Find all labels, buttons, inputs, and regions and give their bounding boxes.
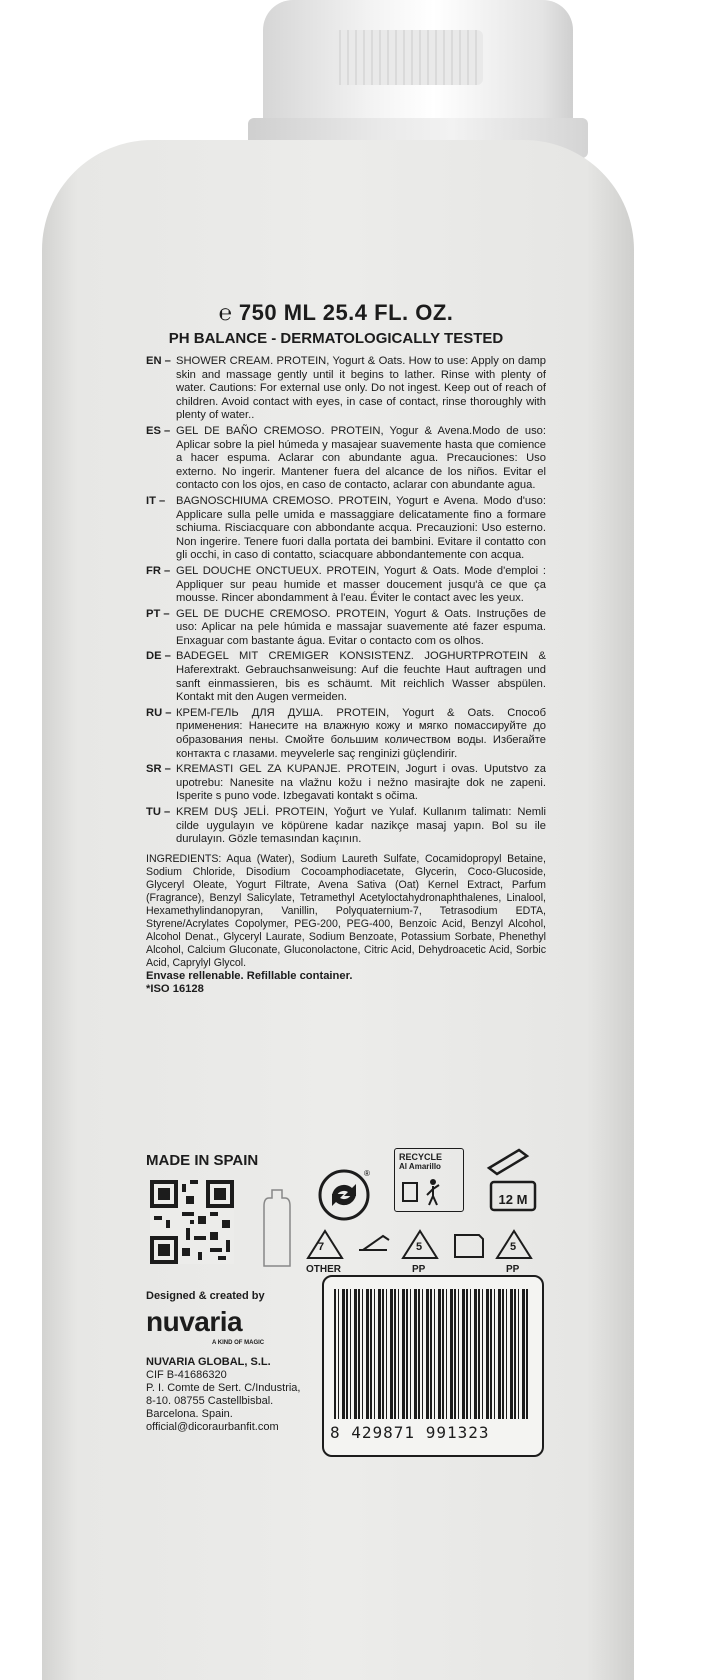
designed-by-text: Designed & created by: [146, 1290, 265, 1302]
lang-it: IT – BAGNOSCHIUMA CREMOSO. PROTEIN, Yogurt e Avena. Modo d'uso: Applicare sulla pelle umida e massaggiare delicatamente fino a formare schiuma. Risciacquare con abbondante acqua. Precauzioni: Uso esterno. Non ingerire. Tenere fuori dalla portata dei bambini. Evitare il contatto con gli occhi, in caso di contatto, sciacquare abbondantemente con acqua.: [146, 494, 546, 562]
product-label: [146, 300, 546, 997]
company-address-3: Barcelona. Spain.: [146, 1408, 233, 1420]
company-info: [146, 1356, 316, 1434]
green-dot-icon: [318, 1168, 372, 1222]
svg-text:®: ®: [364, 1169, 370, 1178]
label-sheet-icon: [452, 1232, 486, 1260]
recycle-code-num: 5: [510, 1241, 517, 1253]
lang-pt: PT – GEL DE DUCHE CREMOSO. PROTEIN, Yogurt & Oats. Instruções de uso: Aplicar na pele húmida e massajar suavemente até fazer espuma. Enxaguar com bastante água. Evitar o contacto com os olhos.: [146, 607, 546, 647]
lang-ru: RU – КРЕМ-ГЕЛЬ ДЛЯ ДУША. PROTEIN, Yogurt & Oats. Способ применения: Нанесите на влажную кожу и мягко помассируйте до образования пены. Смойте большим количеством воды. Избегайте контакта с глазами. meyvelerle saç renginizi güçlendirir.: [146, 706, 546, 760]
barcode: [322, 1275, 544, 1457]
trash-bin-icon: [399, 1177, 459, 1207]
lang-en: EN – SHOWER CREAM. PROTEIN, Yogurt & Oats. How to use: Apply on damp skin and massage gently until it begins to lather. Rinse with plenty of water. Cautions: For external use only. Do not ingest. Keep out of reach of children. Avoid contact with eyes, in case of contact, rinse thoroughly with plenty of water..: [146, 355, 546, 422]
lang-sr: SR – KREMASTI GEL ZA KUPANJE. PROTEIN, Jogurt i ovas. Uputstvo za upotrebu: Nanesite na vlažnu kožu i nežno masirajte dok ne zapeni. Isperite s puno vode. Izbegavati kontakt s očima.: [146, 763, 546, 803]
refill-text: Envase rellenable. Refillable container.: [146, 969, 353, 982]
recycle-code-num: 5: [416, 1241, 423, 1253]
company-email: official@dicoraurbanfit.com: [146, 1421, 279, 1433]
ph-balance-text: PH BALANCE - DERMATOLOGICALLY TESTED: [168, 330, 504, 347]
brand-tagline: A KIND OF MAGIC: [212, 1340, 265, 1346]
qr-code-icon: [150, 1180, 234, 1264]
lang-es: ES – GEL DE BAÑO CREMOSO. PROTEIN, Yogur & Avena.Modo de uso: Aplicar sobre la piel húmeda y masajear suavemente hasta que comience a hacer espuma. Aclarar con abundante agua. Precauciones: Uso externo. No ingerir. Mantener fuera del alcance de los niños. Evitar el contacto con los ojos, en caso de contacto, aclarar con abundante agua.: [146, 424, 546, 492]
made-in-text: MADE IN SPAIN: [146, 1152, 259, 1169]
recycle-box: [394, 1148, 464, 1212]
company-address-1: P. I. Comte de Sert. C/Industria,: [146, 1382, 301, 1394]
bottle-outline-icon: [262, 1188, 292, 1268]
recycle-triangle-icon: [305, 1228, 345, 1262]
multilingual-instructions: [146, 355, 546, 997]
recycle-code-label: PP: [506, 1264, 520, 1275]
lang-fr: FR – GEL DOUCHE ONCTUEUX. PROTEIN, Yogurt & Oats. Mode d'emploi : Appliquer sur peau humide et masser doucement jusqu'à ce que ça mousse. Rincer abondamment à l'eau. Éviter le contact avec les yeux.: [146, 564, 546, 605]
company-address-2: 8-10. 08755 Castellbisbal.: [146, 1395, 274, 1407]
barcode-digits: 8 429871 991323: [330, 1423, 490, 1442]
pao-label: 12 M: [498, 1192, 528, 1207]
brand-logo: nuvaria: [146, 1306, 243, 1337]
pump-dispenser-icon: [355, 1230, 393, 1256]
recycle-code-num: 7: [318, 1241, 325, 1253]
recycle-title: RECYCLE: [399, 1152, 443, 1162]
barcode-bars: [334, 1289, 530, 1419]
recycle-subtitle: Al Amarillo: [399, 1162, 441, 1171]
recycle-code-label: PP: [412, 1264, 426, 1275]
company-name: NUVARIA GLOBAL, S.L.: [146, 1356, 271, 1368]
iso-text: *ISO 16128: [146, 983, 204, 996]
volume-text: ℮ 750 ML 25.4 FL. OZ.: [218, 300, 454, 325]
cap-ridges: [333, 30, 483, 85]
ingredients-text: INGREDIENTS: Aqua (Water), Sodium Laureth Sulfate, Cocamidopropyl Betaine, Sodium Chloride, Disodium Cocoamphodiacetate, Glycerin, Coco-Glucoside, Glyceryl Oleate, Yogurt Filtrate, Avena Sativa (Oat) Kernel Extract, Parfum (Fragrance), Benzyl Salicylate, Tetramethyl Acetyloctahydronaphthalenes, Linalool, Hexamethylindanopyran, Vanillin, Polyquaternium-7, Tetrasodium EDTA, Styrene/Acrylates Copolymer, PEG-200, PEG-400, Benzoic Acid, Benzyl Alcohol, Alcohol Denat., Glyceryl Laurate, Sodium Benzoate, Potassium Sorbate, Phenethyl Alcohol, Calcium Gluconate, Gluconolactone, Citric Acid, Dehydroacetic Acid, Sorbic Acid, Caprylyl Glycol.: [146, 852, 546, 969]
company-cif: CIF B-41686320: [146, 1369, 227, 1381]
lang-tu: TU – KREM DUŞ JELİ. PROTEIN, Yoğurt ve Yulaf. Kullanım talimatı: Nemli cilde uygulayın ve köpürene kadar nazikçe masaj yapın. Bol su ile durulayın. Gözle temasından kaçının.: [146, 806, 546, 846]
recycle-code-label: OTHER: [306, 1264, 341, 1275]
lang-de: DE – BADEGEL MIT CREMIGER KONSISTENZ. JOGHURTPROTEIN & Haferextrakt. Gebrauchsanweisung: Auf die feuchte Haut auftragen und sanft einmassieren, bis es schäumt. Mit reichlich Wasser abspülen. Kontakt mit den Augen vermeiden.: [146, 650, 546, 704]
